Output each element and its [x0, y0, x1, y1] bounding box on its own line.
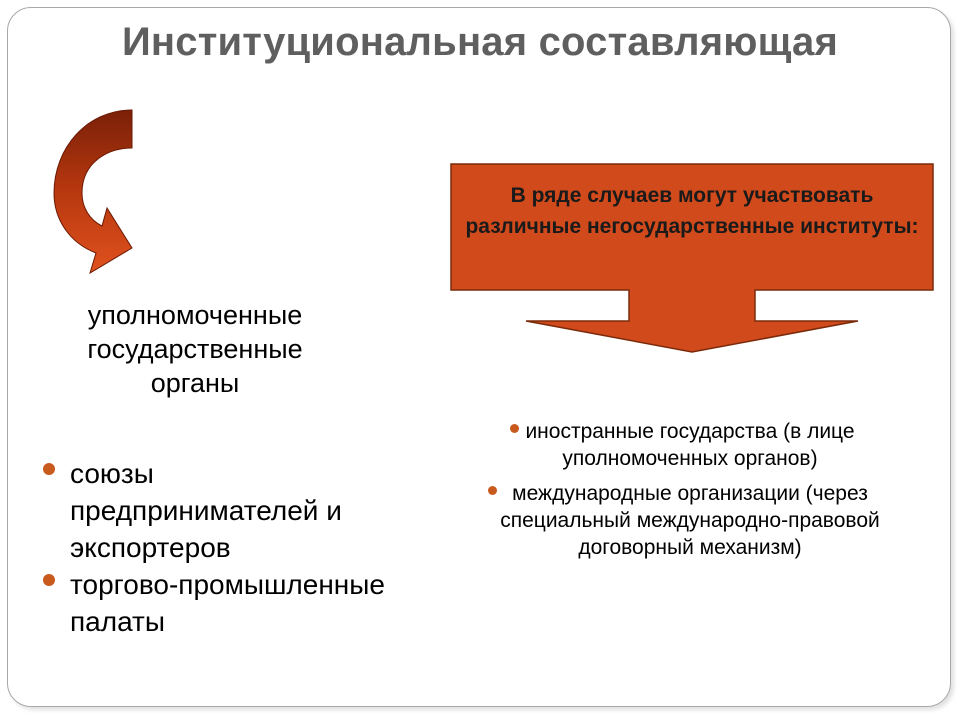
list-item — [40, 566, 400, 640]
right-bullet-list — [480, 418, 900, 569]
bullet-icon — [43, 463, 55, 475]
callout-text: В ряде случаев могут участвовать различные негосударственные институты: — [465, 184, 919, 238]
list-item-text: торгово-промышленные палаты — [70, 569, 385, 637]
list-item-text: международные организации (через специальный международно-правовой договорный механизм) — [500, 482, 880, 559]
list-item-text: иностранные государства (в лице уполномоченных органов) — [525, 420, 855, 470]
list-item-text: союзы предпринимателей и экспортеров — [70, 458, 342, 563]
bullet-icon — [43, 574, 55, 586]
list-item — [480, 418, 900, 472]
bullet-icon — [510, 424, 519, 433]
slide-title: Институциональная составляющая — [121, 20, 839, 64]
left-heading: уполномоченные государственные органы — [87, 300, 303, 398]
bullet-icon — [488, 486, 497, 495]
list-item — [40, 455, 400, 566]
list-item — [480, 480, 900, 561]
curved-arrow-icon — [52, 108, 142, 278]
left-bullet-list — [40, 455, 400, 640]
